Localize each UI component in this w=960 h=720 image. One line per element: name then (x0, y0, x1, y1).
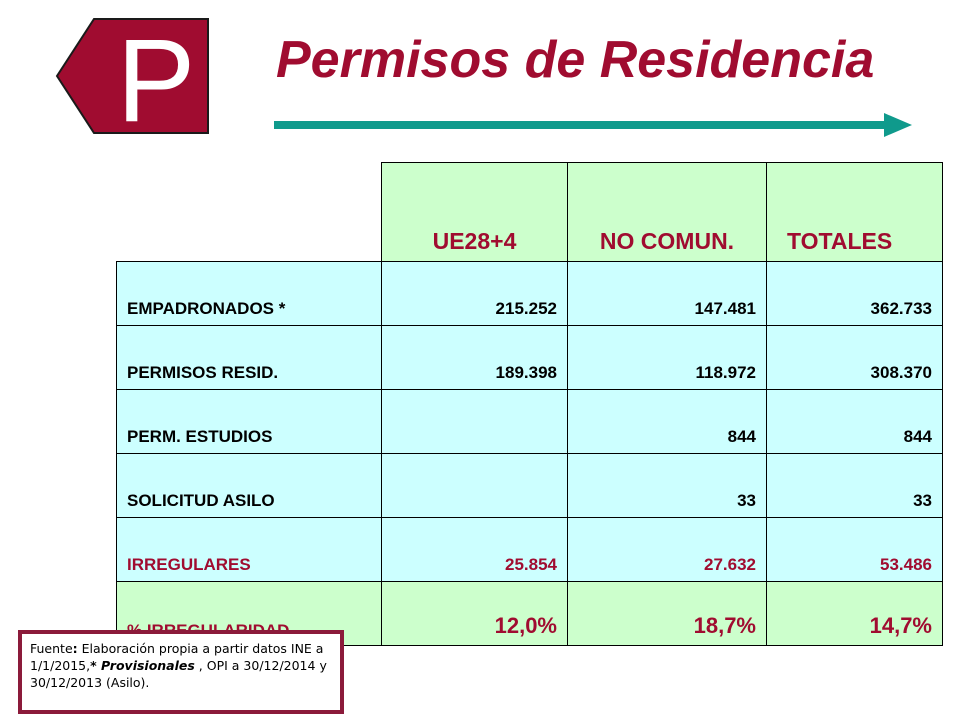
table-row (117, 454, 943, 518)
row-label: SOLICITUD ASILO (117, 454, 382, 518)
cell-no-comun: 27.632 (568, 518, 767, 582)
cell-total: 308.370 (767, 326, 943, 390)
cell-no-comun: 844 (568, 390, 767, 454)
header-totales: TOTALES (767, 163, 943, 262)
table-row (117, 518, 943, 582)
cell-total: 53.486 (767, 518, 943, 582)
table-row (117, 262, 943, 326)
table-row (117, 390, 943, 454)
cell-ue: 25.854 (382, 518, 568, 582)
cell-total: 33 (767, 454, 943, 518)
cell-no-comun: 147.481 (568, 262, 767, 326)
cell-ue: 215.252 (382, 262, 568, 326)
cell-total: 362.733 (767, 262, 943, 326)
cell-ue (382, 454, 568, 518)
header-blank-cell (117, 163, 382, 262)
cell-ue (382, 390, 568, 454)
cell-no-comun: 18,7% (568, 582, 767, 646)
logo-letter: P (116, 18, 196, 136)
arrow-right-icon (274, 113, 914, 139)
cell-total: 14,7% (767, 582, 943, 646)
cell-no-comun: 118.972 (568, 326, 767, 390)
cell-ue: 189.398 (382, 326, 568, 390)
source-colon: : (72, 641, 78, 656)
cell-ue: 12,0% (382, 582, 568, 646)
source-prefix: Fuente (30, 641, 73, 656)
page-title: Permisos de Residencia (276, 31, 875, 89)
p-logo-icon (54, 18, 212, 136)
row-label: IRREGULARES (117, 518, 382, 582)
row-label: EMPADRONADOS * (117, 262, 382, 326)
row-label: PERM. ESTUDIOS (117, 390, 382, 454)
table-header-row (117, 163, 943, 262)
cell-total: 844 (767, 390, 943, 454)
source-text-1: Elaboración propia a partir datos INE a 1/1/2015, (30, 641, 324, 673)
source-note (18, 630, 344, 714)
header-ue: UE28+4 (382, 163, 568, 262)
source-text-2: , OPI a 30/12/2014 y 30/12/2013 (Asilo). (30, 658, 327, 690)
row-label: PERMISOS RESID. (117, 326, 382, 390)
header-no-comun: NO COMUN. (568, 163, 767, 262)
table-row (117, 326, 943, 390)
source-provisional: * Provisionales (90, 658, 195, 673)
residence-permits-table (116, 162, 943, 646)
cell-no-comun: 33 (568, 454, 767, 518)
